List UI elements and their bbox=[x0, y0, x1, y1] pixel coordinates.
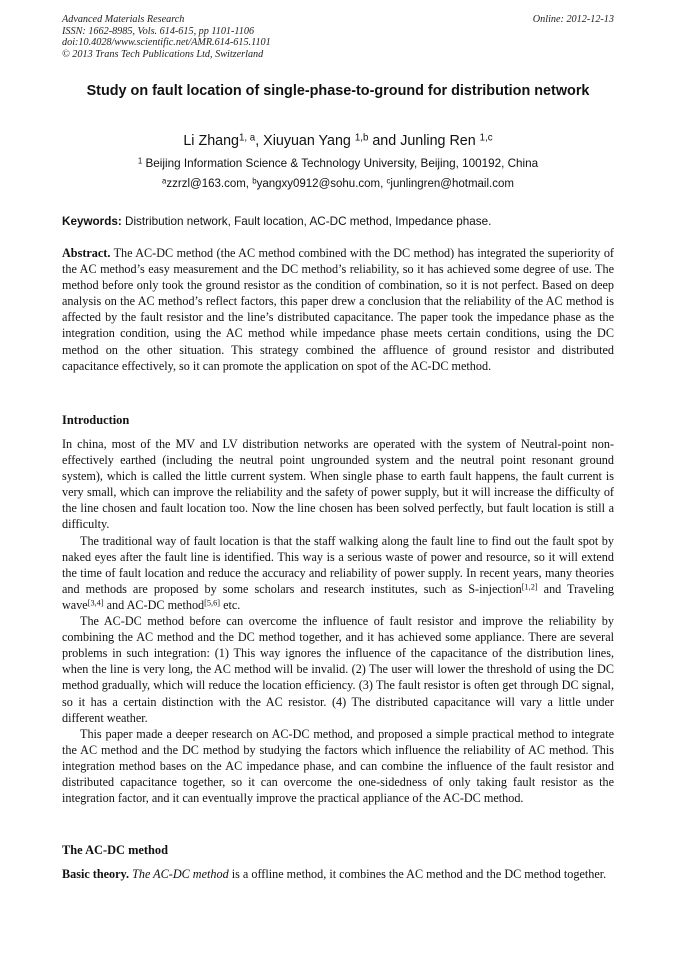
author-separator: , bbox=[255, 133, 264, 149]
keywords-label: Keywords: bbox=[62, 215, 122, 228]
author-list bbox=[62, 132, 614, 150]
copyright-line: © 2013 Trans Tech Publications Ltd, Switzerland bbox=[62, 48, 264, 60]
citation: [5,6] bbox=[204, 598, 221, 608]
paragraph bbox=[62, 866, 614, 882]
text-run: is a offline method, it combines the AC method and the DC method together. bbox=[228, 867, 607, 881]
author-separator: and bbox=[368, 133, 401, 149]
abstract-label: Abstract. bbox=[62, 246, 111, 260]
author-name: Li Zhang bbox=[183, 133, 239, 149]
acdc-heading: The AC-DC method bbox=[62, 843, 169, 857]
doi-line: doi:10.4028/www.scientific.net/AMR.614-615.1101 bbox=[62, 37, 271, 48]
journal-header bbox=[62, 14, 614, 60]
italic-term: The AC-DC method bbox=[132, 867, 229, 881]
affiliation-mark: 1 bbox=[137, 156, 143, 166]
introduction-heading: Introduction bbox=[62, 413, 130, 427]
paragraph bbox=[62, 533, 614, 613]
email-link: zzrzl@163.com, bbox=[166, 178, 253, 190]
abstract-paragraph bbox=[62, 245, 614, 374]
affiliation bbox=[62, 156, 614, 171]
paragraph: In china, most of the MV and LV distribution networks are operated with the system of Neutral-point non-effectively earthed (including the neutral point ungrounded system and the neutral point resonant ground system), which is called the little current system. When single phase to earth fault happens, the fault current is very small, which can improve the reliability and the safety of power supply, but it will increase the difficulty of the line chosen and fault location too. Now the line chosen has been solved perfectly, but fault location is still a difficulty. bbox=[62, 437, 614, 532]
basic-theory-label: Basic theory. bbox=[62, 867, 130, 881]
email-mark: b bbox=[252, 176, 257, 186]
paragraph: This paper made a deeper research on AC-DC method, and proposed a simple practical method to integrate the AC method and the DC method by studying the factors which influence the reliability of AC method. This integration method bases on the AC impedance phase, and can combine the influence of the fault resistor and distributed capacitance together, so it can overcome the one-sidedness of only taking fault resistor as the integration factor, and it can eventually improve the practical appliance of the AC-DC method. bbox=[62, 726, 614, 806]
keywords bbox=[62, 214, 614, 229]
citation: [3,4] bbox=[87, 598, 104, 608]
email-mark: a bbox=[162, 176, 167, 186]
citation: [1,2] bbox=[521, 582, 538, 592]
basic-theory-section bbox=[62, 866, 614, 882]
abstract-text: The AC-DC method (the AC method combined with the DC method) has integrated the superiority of the AC method’s easy measurement and the DC method’s reliability, so it has achieved some degree of use. The method before only took the ground resistor as the condition of combination, so it is not perfect. Based on deep analysis on the AC method’s reflect factors, this paper drew a conclusion that the reliability of the AC method is affected by the fault resistor and the line’s distributed capacitance. The paper took the impedance phase as the integration condition, using the AC method while impedance phase meets certain conditions, using the DC method on the other situation. This strategy combined the affluence of ground resistor and distributed capacitance effectively, so it can promote the application on spot of the AC-DC method. bbox=[62, 246, 614, 373]
author-emails bbox=[62, 177, 614, 192]
email-link: yangxy0912@sohu.com, bbox=[256, 178, 387, 190]
author-affiliation-mark: 1,b bbox=[354, 132, 369, 144]
author-affiliation-mark: 1, a bbox=[239, 132, 256, 144]
abstract bbox=[62, 245, 614, 374]
issn-line: ISSN: 1662-8985, Vols. 614-615, pp 1101-1106 bbox=[62, 25, 255, 37]
author-name: Xiuyuan Yang bbox=[263, 133, 355, 149]
email-link: junlingren@hotmail.com bbox=[390, 178, 514, 190]
text-run: and Traveling wave bbox=[62, 581, 615, 612]
introduction-section bbox=[62, 436, 614, 806]
text-run: and AC-DC method bbox=[103, 597, 205, 612]
text-run: The traditional way of fault location is that the staff walking along the fault line to find out the fault spot by naked eyes after the fault line is identified. This way is a serious waste of power and resource, so it will extend the time of fault location and reduce the accuracy and reliability of power supply. In recent years, many theories and methods are proposed by some scholars and research institutes, such as S-injection bbox=[62, 533, 614, 596]
online-date: Online: 2012-12-13 bbox=[532, 14, 614, 25]
paper-title: Study on fault location of single-phase-to-ground for distribution network bbox=[86, 83, 590, 99]
author-name: Junling Ren bbox=[400, 133, 480, 149]
keywords-text: Distribution network, Fault location, AC-DC method, Impedance phase. bbox=[121, 215, 492, 228]
author-affiliation-mark: 1,c bbox=[479, 132, 493, 144]
text-run: etc. bbox=[220, 597, 241, 612]
email-mark: c bbox=[386, 176, 391, 186]
journal-name: Advanced Materials Research bbox=[62, 14, 185, 25]
paragraph: The AC-DC method before can overcome the influence of fault resistor and improve the reliability by combining the AC method and the DC method together, and it has achieved some appliance. There are several problems in such integration: (1) This way ignores the influence of the capacitance of the distribution lines, when the line is very long, the AC method will be invalid. (2) The user will lower the threshold of using the DC method gradually, which will reduce the location efficiency. (3) The fault resistor is often get through DC signal, so it has a certain distinction with the AC resistor. (4) The distributed capacitance will vary a little under different weather. bbox=[62, 614, 614, 725]
affiliation-text: Beijing Information Science & Technology University, Beijing, 100192, China bbox=[142, 157, 539, 170]
